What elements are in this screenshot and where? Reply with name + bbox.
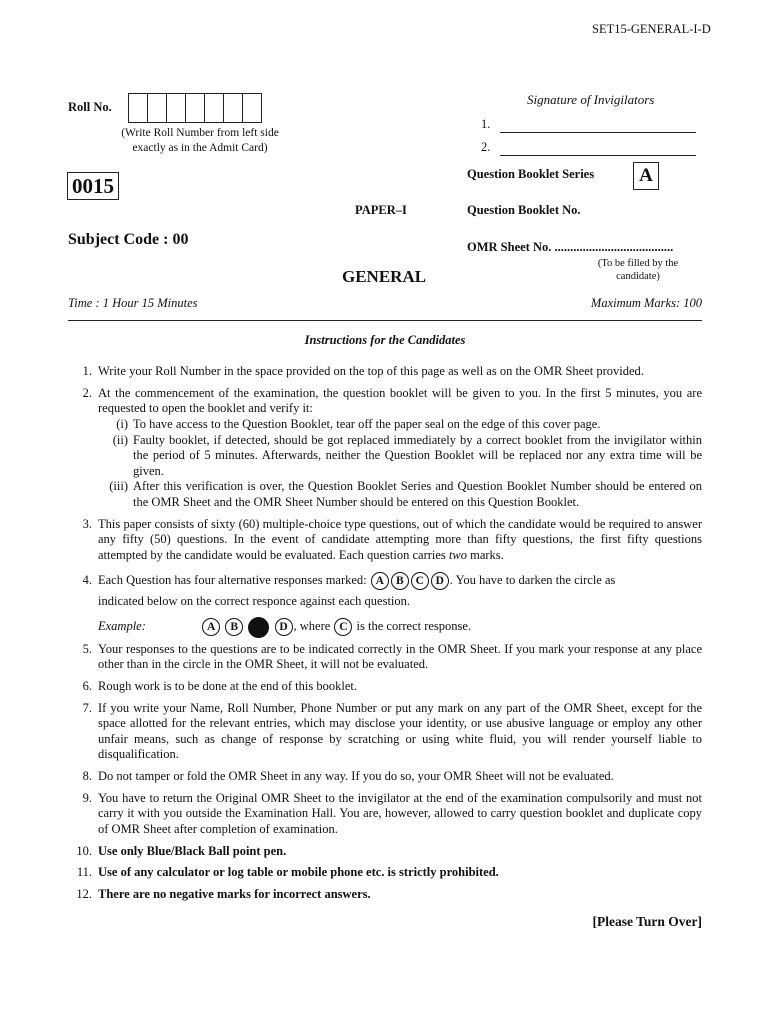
set-code: SET15-GENERAL-I-D [592, 22, 711, 36]
invigilator-signature-1[interactable]: 1. [481, 117, 696, 133]
subject-title: GENERAL [342, 267, 427, 286]
omr-hint: (To be filled by the candidate) [597, 258, 679, 282]
example-d-bubble: D [275, 618, 293, 636]
roll-digit-box[interactable] [243, 94, 261, 122]
instruction-item: 2. At the commencement of the examination, the question booklet will be given to you. In the first 5 minutes, you are requested to open the booklet and verify it: (i) To have access to the Question Booklet, tear off the paper seal on the edge of this cover page. (ii) Faulty booklet, if detected, should be got replaced immediately by a correct booklet from the invigilator within the period of 5 minutes. Afterwards, neither the Question Booklet will be replaced nor any extra time will be given. (iii) After this verification is over, the Question Booklet Series and Question Booklet Number should be entered on the OMR Sheet and the OMR Sheet Number should be entered on this Question Booklet. [82, 385, 702, 509]
booklet-series-box: A [633, 162, 659, 190]
omr-sheet-number[interactable]: OMR Sheet No. ...................................... [467, 240, 674, 254]
roll-digit-box[interactable] [224, 94, 243, 122]
signature-line[interactable] [500, 144, 696, 156]
roll-digit-box[interactable] [148, 94, 167, 122]
instruction-item: 3. This paper consists of sixty (60) multiple-choice type questions, out of which the candidate would be required to answer any fifty (50) questions. In the event of candidate attempting more than fifty questions, the first fifty questions attempted by the candidate would be evaluated. Each question carries two marks. [82, 516, 702, 562]
example-filled-bubble [248, 617, 269, 638]
roll-digit-box[interactable] [205, 94, 224, 122]
invigilator-signature-title: Signature of Invigilators [527, 92, 655, 107]
instruction-subitem: (i) To have access to the Question Booklet, tear off the paper seal on the edge of this cover page. [116, 416, 601, 431]
example-row: Example: A B D , where C is the correct response. [98, 616, 702, 638]
example-a-bubble: A [202, 618, 220, 636]
option-c-bubble: C [411, 572, 429, 590]
instruction-item: 1. Write your Roll Number in the space provided on the top of this page as well as on the OMR Sheet provided. [82, 364, 644, 378]
option-b-bubble: B [391, 572, 409, 590]
booklet-number-label: Question Booklet No. [467, 203, 581, 217]
example-b-bubble: B [225, 618, 243, 636]
subject-code: Subject Code : 00 [68, 231, 189, 248]
instruction-item: 5. Your responses to the questions are to be indicated correctly in the OMR Sheet. If you mark your response at any place other than in the circle in the OMR Sheet, it will not be evaluated. [82, 641, 702, 672]
instruction-item: 9. You have to return the Original OMR Sheet to the invigilator at the end of the examination compulsorily and must not carry it with you outside the Examination Hall. You are, however, allowed to carry question booklet and duplicate copy of OMR Sheet after completion of examination. [82, 790, 702, 836]
roll-digit-box[interactable] [129, 94, 148, 122]
instructions-title: Instructions for the Candidates [304, 333, 466, 347]
instruction-item: 10. Use only Blue/Black Ball point pen. [76, 843, 287, 858]
divider [68, 320, 702, 321]
paper-code-box: 0015 [67, 172, 119, 200]
paper-name: PAPER–I [355, 203, 407, 217]
roll-number-hint: (Write Roll Number from left side exactly as in the Admit Card) [121, 127, 279, 154]
maximum-marks: Maximum Marks: 100 [590, 296, 702, 310]
instruction-item: 7. If you write your Name, Roll Number, Phone Number or put any mark on any part of the OMR Sheet, except for the space allotted for the relevant entries, which may disclose your identity, or use abusive language or employ any other unfair means, such as change of response by scratching or using white fluid, you will render yourself liable to disqualification. [82, 700, 702, 762]
roll-number-boxes[interactable] [128, 93, 262, 123]
instruction-subitem: (iii) After this verification is over, the Question Booklet Series and Question Booklet Number should be entered on the OMR Sheet and the OMR Sheet Number should be entered on this Question Booklet. [109, 479, 702, 509]
please-turn-over: [Please Turn Over] [592, 914, 702, 929]
option-a-bubble: A [371, 572, 389, 590]
booklet-series-label: Question Booklet Series [467, 167, 595, 181]
instruction-item: 11. Use of any calculator or log table or mobile phone etc. is strictly prohibited. [76, 865, 499, 880]
example-correct-bubble: C [334, 618, 352, 636]
instruction-item: 8. Do not tamper or fold the OMR Sheet in any way. If you do so, your OMR Sheet will not be evaluated. [82, 769, 614, 783]
instruction-item: 6. Rough work is to be done at the end of this booklet. [82, 678, 357, 693]
signature-line[interactable] [500, 121, 696, 133]
instruction-subitem: (ii) Faulty booklet, if detected, should be got replaced immediately by a correct booklet from the invigilator within the period of 5 minutes. Afterwards, neither the Question Booklet will be replaced nor any extra time will be given. [112, 432, 702, 478]
invigilator-signature-2[interactable]: 2. [481, 140, 696, 156]
roll-number-label: Roll No. [68, 100, 112, 114]
roll-digit-box[interactable] [167, 94, 186, 122]
instructions-list [68, 364, 702, 908]
instruction-item: 12. There are no negative marks for incorrect answers. [76, 886, 371, 901]
roll-digit-box[interactable] [186, 94, 205, 122]
option-d-bubble: D [431, 572, 449, 590]
instruction-item: 4. Each Question has four alternative responses marked: A B C D . You have to darken the circle as indicated below on the correct responce against each question. Example: A B D , where C is the correct response. [68, 570, 702, 638]
exam-time: Time : 1 Hour 15 Minutes [68, 296, 198, 310]
